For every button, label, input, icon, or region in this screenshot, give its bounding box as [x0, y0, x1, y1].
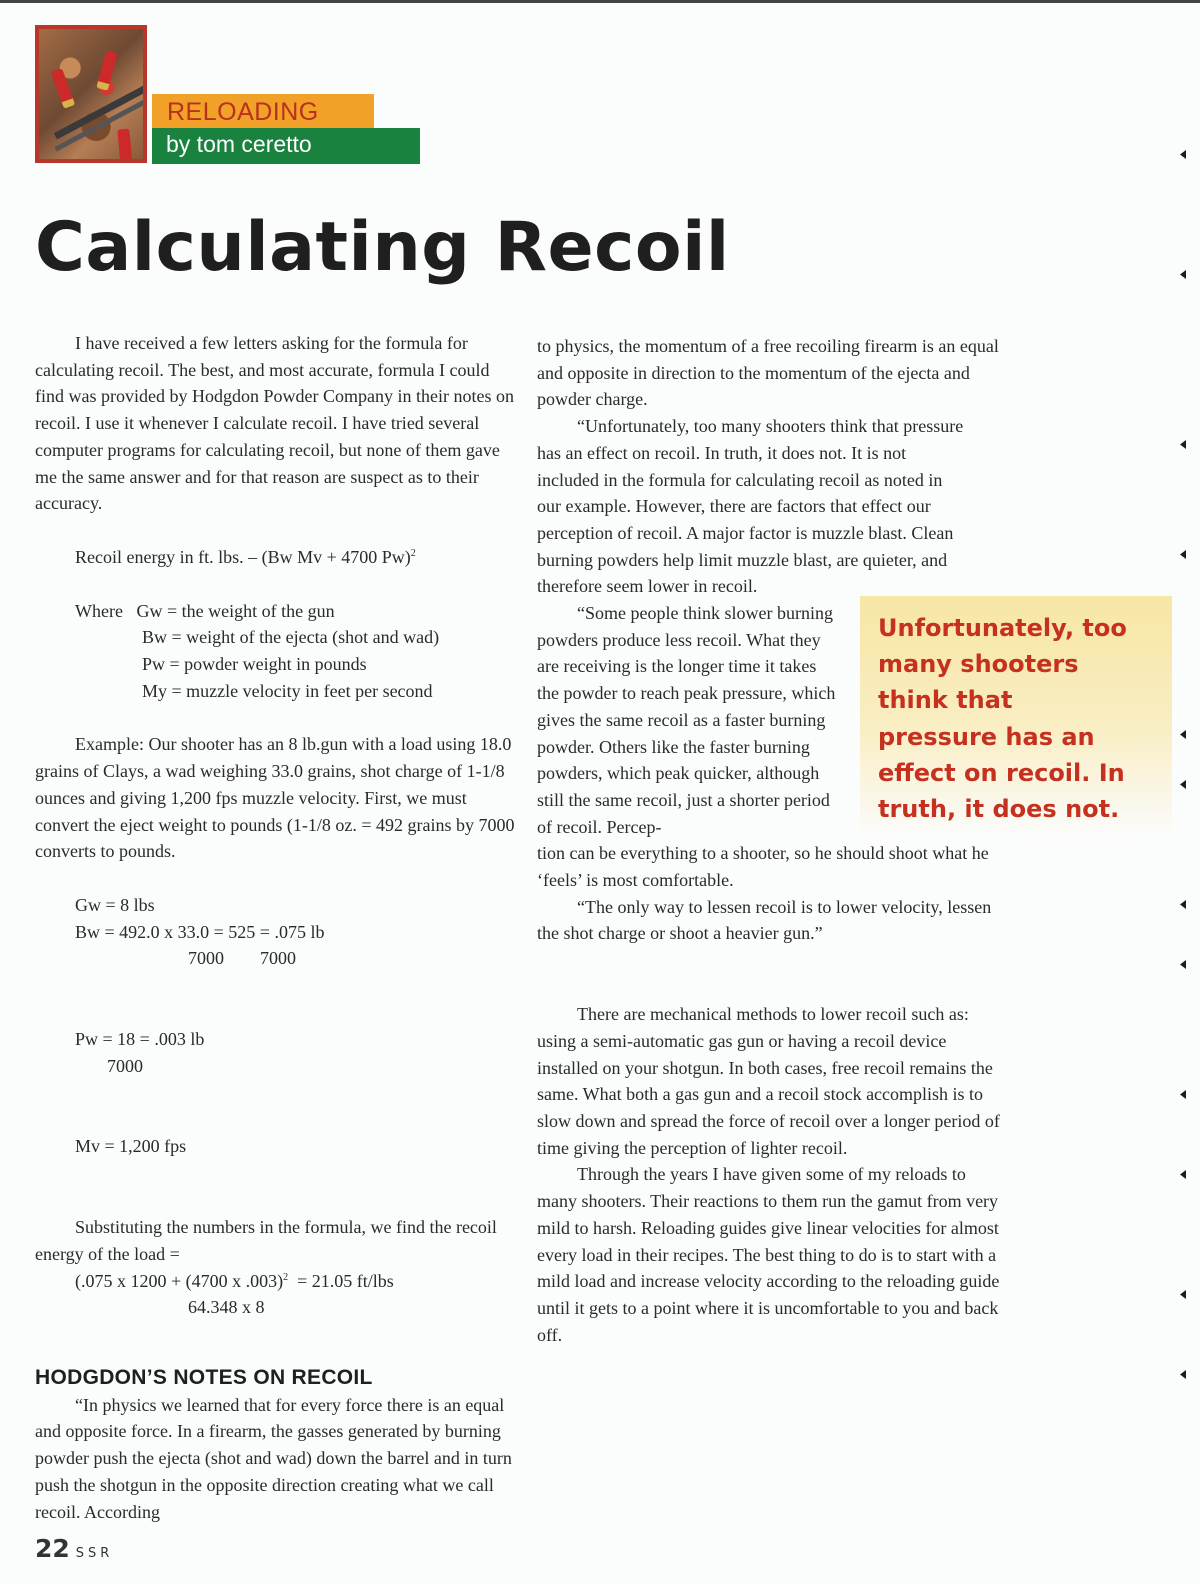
edge-mark	[1180, 1290, 1186, 1299]
example-paragraph: Example: Our shooter has an 8 lb.gun with a load using 18.0 grains of Clays, a wad weighing 33.0 grains, shot charge of 1-1/8 ounces and giving 1,200 fps muzzle velocity. First, we must convert the eject weight to pounds (1-1/8 oz. = 492 grains by 7000 converts to pounds.	[35, 734, 515, 862]
subheading: HODGDON’S NOTES ON RECOIL	[35, 1365, 373, 1389]
powder-denominator: 7000	[107, 1055, 143, 1076]
edge-mark	[1180, 780, 1186, 789]
definition-row: Bw = weight of the ejecta (shot and wad)	[142, 627, 440, 648]
paragraph: “Unfortunately, too many shooters think that pressure has an effect on recoil. In truth, it does not. It is not included in the formula for calculating recoil as noted in our example. However, there are factors that effect our perception of recoil. A major factor is muzzle blast. Clean burning powders help limit muzzle blast, are quieter, and therefore seem lower in recoil.	[537, 416, 964, 597]
powder-weight: Pw = 18 = .003 lb	[75, 1029, 205, 1050]
calculation-block	[75, 892, 520, 1160]
section-label: RELOADING	[167, 98, 319, 126]
definition-row: My = muzzle velocity in feet per second	[142, 680, 433, 701]
result-exponent: 2	[283, 1271, 289, 1283]
recoil-formula	[75, 544, 520, 571]
result-formula	[75, 1268, 520, 1295]
left-column	[35, 330, 520, 1525]
result-value: = 21.05 ft/lbs	[288, 1270, 394, 1291]
paragraph: There are mechanical methods to lower recoil such as: using a semi-automatic gas gun or having a recoil device installed on your shotgun. In both cases, free recoil remains the same. What both a gas gun and a recoil stock accomplish is to slow down and spread the force of recoil over a longer period of time giving the perception of lighter recoil.	[537, 1004, 1000, 1158]
edge-mark	[1180, 550, 1186, 559]
magazine-name: SSR	[75, 1546, 114, 1561]
intro-paragraph: I have received a few letters asking for the formula for calculating recoil. The best, and most accurate, formula I could find was provided by Hodgdon Powder Company in their notes on recoil. I use it whenever I calculate recoil. I have tried several computer programs for calculating recoil, but none of them gave me the same answer and for that reason are suspect as to their accuracy.	[35, 333, 514, 514]
definition-row	[75, 598, 520, 625]
article-title: Calculating Recoil	[35, 208, 730, 287]
shotshell-image	[117, 129, 132, 163]
edge-mark	[1180, 730, 1186, 739]
shotshell-image	[51, 68, 76, 109]
page-footer	[35, 1534, 113, 1563]
header-photo	[35, 25, 147, 163]
paragraph: to physics, the momentum of a free recoiling firearm is an equal and opposite in direction to the momentum of the ejecta and powder charge.	[537, 336, 999, 410]
gun-weight: Gw = 8 lbs	[75, 894, 155, 915]
byline-banner	[152, 128, 420, 164]
definition-text: Gw = the weight of the gun	[136, 600, 335, 621]
edge-mark	[1180, 150, 1186, 159]
edge-mark	[1180, 1370, 1186, 1379]
edge-mark	[1180, 440, 1186, 449]
top-rule	[0, 0, 1200, 3]
paragraph: Through the years I have given some of my reloads to many shooters. Their reactions to them run the gamut from very mild to harsh. Reloading guides give linear velocities for almost every load in their recipes. The best thing to do is to start with a mild load and increase velocity according to the reloading guide until it gets to a point where it is uncomfortable to you and back off.	[537, 1164, 1000, 1345]
edge-mark	[1180, 1170, 1186, 1179]
variable-definitions	[75, 598, 520, 705]
where-label: Where	[75, 600, 123, 621]
muzzle-velocity: Mv = 1,200 fps	[75, 1136, 187, 1157]
notes-paragraph: “In physics we learned that for every force there is an equal and opposite force. In a firearm, the gasses generated by burning powder push the ejecta (shot and wad) down the barrel and in turn push the shotgun in the opposite direction creating what we call recoil. According	[35, 1394, 512, 1522]
edge-mark	[1180, 900, 1186, 909]
edge-mark	[1180, 960, 1186, 969]
ejecta-denominators: 7000 7000	[188, 948, 296, 969]
shotshell-image	[96, 50, 118, 91]
right-column	[537, 333, 1002, 1348]
edge-mark	[1180, 270, 1186, 279]
section-banner	[152, 94, 374, 130]
paragraph: “Some people think slower burning powders produce less recoil. What they are receiving is the longer time it takes the powder to reach peak pressure, which gives the same recoil as a faster burning powder. Others like the faster burning powders, which peak quicker, although still the same recoil, just a shorter period of recoil. Percep-	[537, 603, 836, 837]
page-edge-marks	[1158, 140, 1192, 1500]
substitution-paragraph: Substituting the numbers in the formula, we find the recoil energy of the load =	[35, 1217, 497, 1264]
paragraph: tion can be everything to a shooter, so he should shoot what he ‘feels’ is most comfortable.	[537, 843, 989, 891]
byline: by tom ceretto	[166, 131, 312, 157]
paragraph: “The only way to lessen recoil is to lower velocity, lessen the shot charge or shoot a heavier gun.”	[537, 896, 992, 944]
formula-text: Recoil energy in ft. lbs. – (Bw Mv + 4700 Pw)	[75, 546, 411, 567]
edge-mark	[1180, 1090, 1186, 1099]
pull-quote	[860, 596, 1172, 838]
pull-quote-text: Unfortunately, too many shooters think that pressure has an effect on recoil. In truth, it does not.	[878, 614, 1127, 824]
ejecta-weight: Bw = 492.0 x 33.0 = 525 = .075 lb	[75, 921, 325, 942]
page-number: 22	[35, 1534, 70, 1563]
formula-exponent: 2	[410, 547, 416, 559]
result-numerator: (.075 x 1200 + (4700 x .003)	[75, 1270, 284, 1291]
result-denominator: 64.348 x 8	[188, 1297, 265, 1318]
definition-row: Pw = powder weight in pounds	[142, 654, 367, 675]
